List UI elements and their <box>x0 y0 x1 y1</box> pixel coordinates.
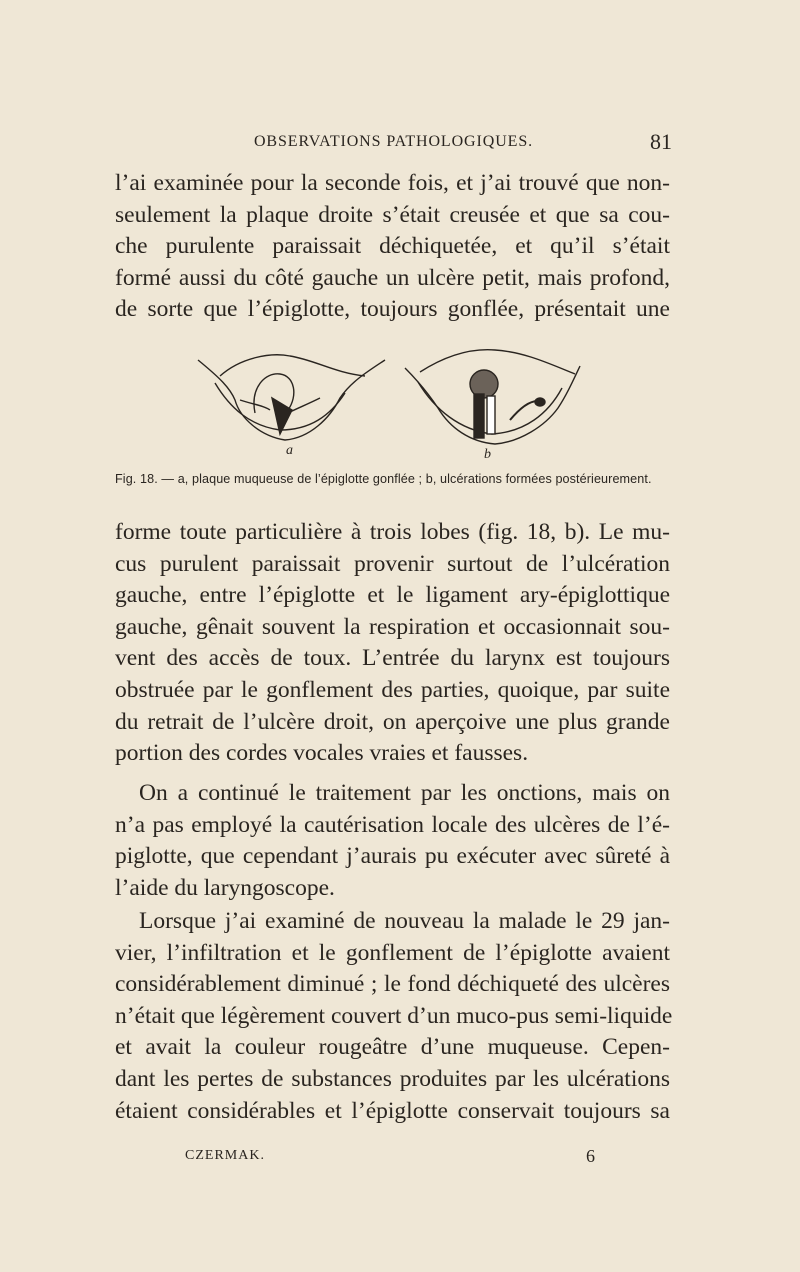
running-header <box>115 129 672 157</box>
text-line: et avait la couleur rougeâtre d’une muqueuse. Cepen- <box>115 1034 670 1061</box>
text-line: étaient considérables et l’épiglotte conservait toujours sa <box>115 1097 670 1124</box>
figure-caption: Fig. 18. — a, plaque muqueuse de l’épiglotte gonflée ; b, ulcérations formées postérieurement. <box>115 472 652 486</box>
text-line: vent des accès de toux. L’entrée du larynx est toujours <box>115 645 670 672</box>
text-line: du retrait de l’ulcère droit, on aperçoive une plus grande <box>115 708 670 735</box>
figure-label-b: b <box>484 447 491 458</box>
text-line: forme toute particulière à trois lobes (fig. 18, b). Le mu- <box>115 519 670 545</box>
text-line: formé aussi du côté gauche un ulcère petit, mais profond, <box>115 264 670 291</box>
paragraph-2 <box>115 517 670 770</box>
text-line: de sorte que l’épiglotte, toujours gonflée, présentait une <box>115 296 670 323</box>
signature-mark: CZERMAK. <box>185 1148 265 1163</box>
text-line: gauche, gênait souvent la respiration et occasionnait sou- <box>115 613 670 640</box>
paragraph-4 <box>115 906 673 1127</box>
text-line: considérablement diminué ; le fond déchiqueté des ulcères <box>115 971 670 998</box>
epiglottis-illustration <box>180 338 600 458</box>
text-line: vier, l’infiltration et le gonflement de l’épiglotte avaient <box>115 939 670 966</box>
text-line: n’a pas employé la cautérisation locale des ulcères de l’é- <box>115 811 670 838</box>
text-line: che purulente paraissait déchiquetée, et qu’il s’était <box>115 233 670 260</box>
text-line: cus purulent paraissait provenir surtout de l’ulcération <box>115 550 670 577</box>
text-line: obstruée par le gonflement des parties, quoique, par suite <box>115 676 670 703</box>
text-line: l’ai examinée pour la seconde fois, et j’ai trouvé que non- <box>115 170 670 196</box>
paragraph-1 <box>115 168 670 326</box>
text-line: piglotte, que cependant j’aurais pu exécuter avec sûreté à <box>115 843 670 870</box>
text-line: On a continué le traitement par les onctions, mais on <box>139 780 670 806</box>
figure-b-drawing <box>405 350 580 444</box>
running-title: OBSERVATIONS PATHOLOGIQUES. <box>253 133 534 150</box>
text-line: dant les pertes de substances produites par les ulcérations <box>115 1065 670 1092</box>
text-line: portion des cordes vocales vraies et fausses. <box>115 740 529 767</box>
text-line: n’était que légèrement couvert d’un muco-pus semi-liquide <box>115 1002 673 1029</box>
sheet-number: 6 <box>586 1146 595 1166</box>
text-line: gauche, entre l’épiglotte et le ligament ary-épiglottique <box>115 582 670 609</box>
paragraph-3 <box>115 778 670 904</box>
figure-a-drawing <box>198 355 385 440</box>
epiglottis-figure <box>180 338 600 458</box>
text-line: seulement la plaque droite s’était creusée et que sa cou- <box>115 201 670 228</box>
page-number: 81 <box>650 129 672 154</box>
text-line: l’aide du laryngoscope. <box>115 874 335 901</box>
text-line: Lorsque j’ai examiné de nouveau la malade le 29 jan- <box>139 908 670 934</box>
figure-label-a: a <box>286 443 293 458</box>
